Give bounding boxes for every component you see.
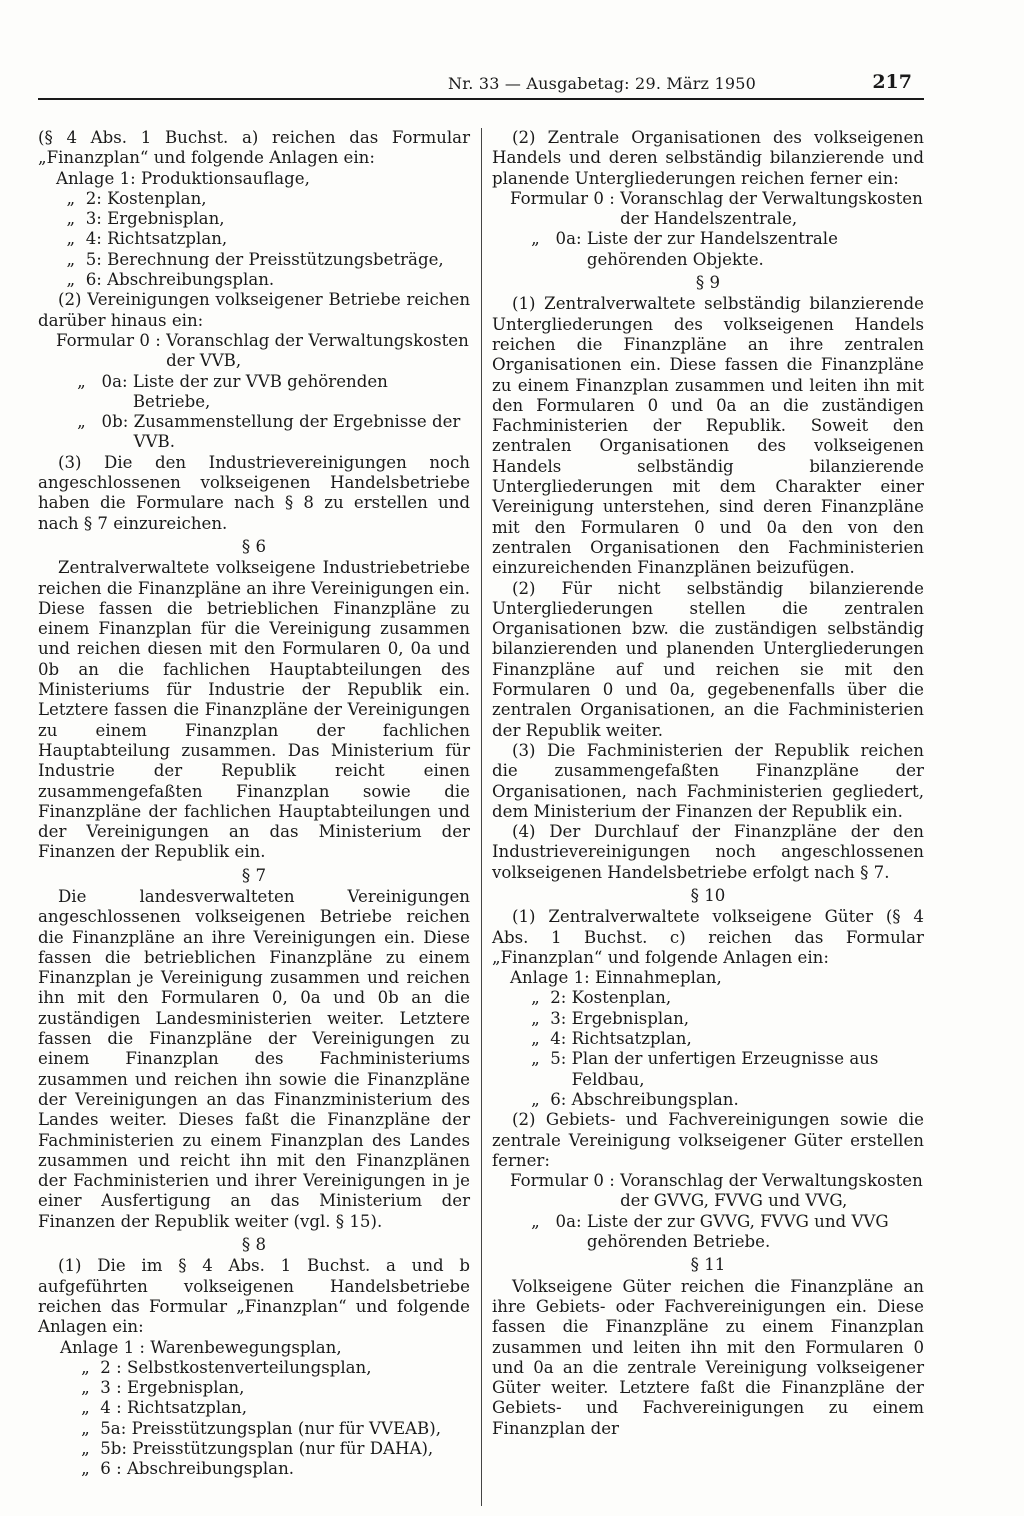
paragraph: (1) Zentralverwaltete selbständig bilanzierende Untergliederungen des volkseigenen Handels reichen die Finanzpläne an ihre zentralen Organisationen ein. Diese fassen die Finanzpläne zu einem Finanzplan zusammen und leiten ihn mit den Formularen 0 und 0a an die zuständigen Fachministerien der Republik. Soweit den zentralen Organisationen des volkseigenen Handels selbständig bilanzierende Untergliederungen mit dem Charakter einer Vereinigung unterstehen, sind deren Finanzpläne mit den Formularen 0 und 0a den von den zentralen Organisationen den Fachministerien einzureichenden Finanzplänen beizufügen. xyxy=(492,294,924,578)
list-item-label: „ 2: xyxy=(510,988,572,1008)
list-item xyxy=(60,1439,470,1459)
list-item xyxy=(510,229,924,270)
list-item-text: Warenbewegungsplan, xyxy=(150,1337,342,1357)
list-item-text: Richtsatzplan, xyxy=(126,1398,248,1418)
list-item-text: Produktionsauflage, xyxy=(141,168,310,188)
section-heading: § 9 xyxy=(695,273,721,293)
list-item xyxy=(510,1171,924,1212)
list-item-text: Einnahmeplan, xyxy=(595,968,722,988)
paragraph: (2) Vereinigungen volkseigener Betriebe reichen darüber hinaus ein: xyxy=(38,290,470,330)
list-item xyxy=(56,189,470,209)
left-column xyxy=(38,128,470,1480)
list-item-text: Preisstützungsplan (nur für DAHA), xyxy=(132,1439,434,1458)
attachment-list xyxy=(38,169,470,291)
form-list xyxy=(492,1171,924,1252)
list-item-label: „ 6 : xyxy=(60,1459,127,1479)
list-item xyxy=(510,1049,924,1090)
list-item xyxy=(60,1338,470,1358)
list-item-label: „ 0a: xyxy=(510,229,587,249)
section-heading: § 7 xyxy=(241,865,267,885)
paragraph: Die landesverwalteten Vereinigungen angeschlossenen volkseigenen Betriebe reichen die Finanzpläne an ihre Vereinigungen ein. Diese fassen die betrieblichen Finanzpläne zu einem Finanzplan je Vereinigung zusammen und reichen ihn mit den Formularen 0, 0a und 0b an die zuständigen Landesministerien weiter. Letztere fassen die Finanzpläne der Vereinigungen zu einem Finanzplan des Fachministeriums zusammen und reichen ihn sowie die Finanzpläne der Vereinigungen an das Finanzministerium des Landes weiter. Dieses faßt die Finanzpläne der Fachministerien zu einem Finanzplan des Landes zusammen und reicht ihn mit den Finanzplänen der Fachministerien und ihrer Vereinigungen in je einer Ausfertigung an das Ministerium der Finanzen der Republik weiter (vgl. § 15). xyxy=(38,886,470,1231)
form-list xyxy=(38,331,470,453)
list-item xyxy=(56,372,470,413)
list-item-label: „ 5b: xyxy=(60,1439,133,1458)
paragraph: (§ 4 Abs. 1 Buchst. a) reichen das Formular „Finanzplan“ und folgende Anlagen ein: xyxy=(38,128,470,168)
list-item xyxy=(56,331,470,372)
list-item-label: Anlage 1: xyxy=(510,968,596,988)
list-item-label: Anlage 1: xyxy=(56,168,142,188)
page-number: 217 xyxy=(872,71,912,93)
form-list xyxy=(492,189,924,270)
list-item-text: Ergebnisplan, xyxy=(107,209,225,229)
list-item-label: „ 3: xyxy=(510,1008,572,1028)
list-item xyxy=(510,189,924,230)
list-item xyxy=(60,1398,470,1418)
list-item xyxy=(510,1212,924,1253)
list-item-label: „ 3 : xyxy=(60,1378,127,1398)
list-item-label: Anlage 1 : xyxy=(60,1337,151,1357)
list-item xyxy=(510,1090,924,1110)
list-item xyxy=(510,988,924,1008)
list-item-label: „ 2 : xyxy=(60,1357,127,1377)
section-heading: § 10 xyxy=(690,885,726,905)
list-item-label: „ 5a: xyxy=(60,1418,132,1438)
list-item-label: „ 0b: xyxy=(56,412,134,432)
list-item-label: „ 5: xyxy=(510,1049,572,1069)
list-item-label: Formular 0 : xyxy=(56,330,167,350)
paragraph: Zentralverwaltete volkseigene Industriebetriebe reichen die Finanzpläne an ihre Vereinigungen ein. Diese fassen die betrieblichen Finanzpläne zu einem Finanzplan für die Vereinigung zusammen und reichen diesen mit den Formularen 0, 0a und 0b an die fachlichen Hauptabteilungen des Ministeriums für Industrie der Republik ein. Letztere fassen die Finanzpläne der Vereinigungen zu einem Finanzplan der fachlichen Hauptabteilung zusammen. Das Ministerium für Industrie der Republik reicht einen zusammengefaßten Finanzplan sowie die Finanzpläne der fachlichen Hauptabteilungen und der Vereinigungen an das Ministerium der Finanzen der Republik ein. xyxy=(38,558,470,862)
paragraph: (3) Die den Industrievereinigungen noch angeschlossenen volkseigenen Handelsbetriebe haben die Formulare nach § 8 zu erstellen und nach § 7 einzureichen. xyxy=(38,452,470,533)
list-item-label: „ 4 : xyxy=(60,1398,127,1418)
list-item xyxy=(56,270,470,290)
paragraph: (2) Für nicht selbständig bilanzierende Untergliederungen stellen die zentralen Organisationen bzw. die zuständigen selbständig bilanzierenden und planenden Untergliederungen Finanzpläne auf und reichen sie mit den Formularen 0 und 0a, gegebenenfalls über die zentralen Organisationen, an die Fachministerien der Republik weiter. xyxy=(492,578,924,740)
list-item-text: Preisstützungsplan (nur für VVEAB), xyxy=(131,1418,441,1438)
paragraph: Volkseigene Güter reichen die Finanzpläne an ihre Gebiets- oder Fachvereinigungen ein. Diese fassen die Finanzpläne zu einem Finanzplan zusammen und leiten ihn mit den Formularen 0 und 0a an die zentrale Vereinigung volkseigener Güter weiter. Letztere faßt die Finanzpläne der Gebiets- und Fachvereinigungen zu einem Finanzplan der xyxy=(492,1276,924,1438)
list-item-text: Abschreibungsplan. xyxy=(107,270,275,290)
list-item-label: „ 0a: xyxy=(56,371,133,391)
list-item-label: Formular 0 : xyxy=(510,1171,621,1191)
list-item xyxy=(56,169,470,189)
list-item-text: Ergebnisplan, xyxy=(571,1008,690,1028)
paragraph: (2) Zentrale Organisationen des volkseigenen Handels und deren selbständig bilanzierende und planende Untergliederungen reichen ferner ein: xyxy=(492,128,924,188)
list-item-text: Voranschlag der Verwaltungskosten der VVB, xyxy=(166,330,469,371)
section-heading: § 11 xyxy=(690,1255,726,1275)
list-item-text: Richtsatzplan, xyxy=(571,1029,692,1049)
paragraph: (1) Zentralverwaltete volkseigene Güter (§ 4 Abs. 1 Buchst. c) reichen das Formular „Finanzplan“ und folgende Anlagen ein: xyxy=(492,907,924,967)
list-item xyxy=(60,1378,470,1398)
list-item xyxy=(56,250,470,270)
list-item-text: Abschreibungsplan. xyxy=(126,1459,295,1479)
list-item xyxy=(510,968,924,988)
list-item xyxy=(60,1358,470,1378)
attachment-list xyxy=(492,968,924,1110)
list-item xyxy=(56,229,470,249)
paragraph: (1) Die im § 4 Abs. 1 Buchst. a und b aufgeführten volkseigenen Handelsbetriebe reichen das Formular „Finanzplan“ und folgende Anlagen ein: xyxy=(38,1256,470,1337)
list-item-text: Richtsatzplan, xyxy=(107,229,228,249)
paragraph: (4) Der Durchlauf der Finanzpläne der den Industrievereinigungen noch angeschlossenen volkseigenen Handelsbetriebe erfolgt nach § 7. xyxy=(492,822,924,882)
list-item-text: Berechnung der Preisstützungsbeträge, xyxy=(107,249,444,269)
page-header xyxy=(38,68,924,100)
issue-line: Nr. 33 — Ausgabetag: 29. März 1950 xyxy=(448,74,756,93)
list-item-label: „ 6: xyxy=(510,1089,572,1109)
list-item-label: „ 2: xyxy=(56,188,108,208)
list-item-text: Liste der zur VVB gehörenden Betriebe, xyxy=(132,371,388,411)
list-item-text: Zusammenstellung der Ergebnisse der VVB. xyxy=(133,412,461,452)
list-item xyxy=(510,1009,924,1029)
list-item-text: Liste der zur Handelszentrale gehörenden Objekte. xyxy=(586,229,838,269)
list-item xyxy=(510,1029,924,1049)
list-item-text: Kostenplan, xyxy=(571,988,672,1008)
list-item-text: Plan der unfertigen Erzeugnisse aus Feldbau, xyxy=(571,1049,879,1089)
list-item xyxy=(60,1419,470,1439)
section-heading: § 6 xyxy=(241,536,267,556)
list-item xyxy=(56,412,470,453)
list-item-label: „ 5: xyxy=(56,249,108,269)
paragraph: (2) Gebiets- und Fachvereinigungen sowie die zentrale Vereinigung volkseigener Güter erstellen ferner: xyxy=(492,1110,924,1170)
list-item-text: Selbstkostenverteilungsplan, xyxy=(126,1357,372,1377)
column-divider xyxy=(481,128,482,1506)
section-heading: § 8 xyxy=(241,1235,267,1255)
list-item-text: Voranschlag der Verwaltungskosten der Handelszentrale, xyxy=(620,188,923,229)
list-item-label: „ 0a: xyxy=(510,1211,587,1231)
list-item-text: Ergebnisplan, xyxy=(126,1378,245,1398)
right-column xyxy=(492,128,924,1439)
list-item xyxy=(56,209,470,229)
list-item-label: „ 6: xyxy=(56,270,108,290)
list-item-text: Voranschlag der Verwaltungskosten der GVVG, FVVG und VVG, xyxy=(620,1171,923,1211)
list-item xyxy=(60,1459,470,1479)
list-item-text: Liste der zur GVVG, FVVG und VVG gehörenden Betriebe. xyxy=(586,1211,889,1252)
attachment-list xyxy=(38,1338,470,1480)
list-item-label: Formular 0 : xyxy=(510,188,621,208)
list-item-label: „ 3: xyxy=(56,209,108,229)
list-item-text: Abschreibungsplan. xyxy=(571,1089,739,1109)
paragraph: (3) Die Fachministerien der Republik reichen die zusammengefaßten Finanzpläne der Organisationen, nach Fachministerien gegliedert, dem Ministerium der Finanzen der Republik ein. xyxy=(492,740,924,821)
list-item-label: „ 4: xyxy=(510,1029,572,1049)
list-item-text: Kostenplan, xyxy=(107,188,207,208)
list-item-label: „ 4: xyxy=(56,229,108,249)
